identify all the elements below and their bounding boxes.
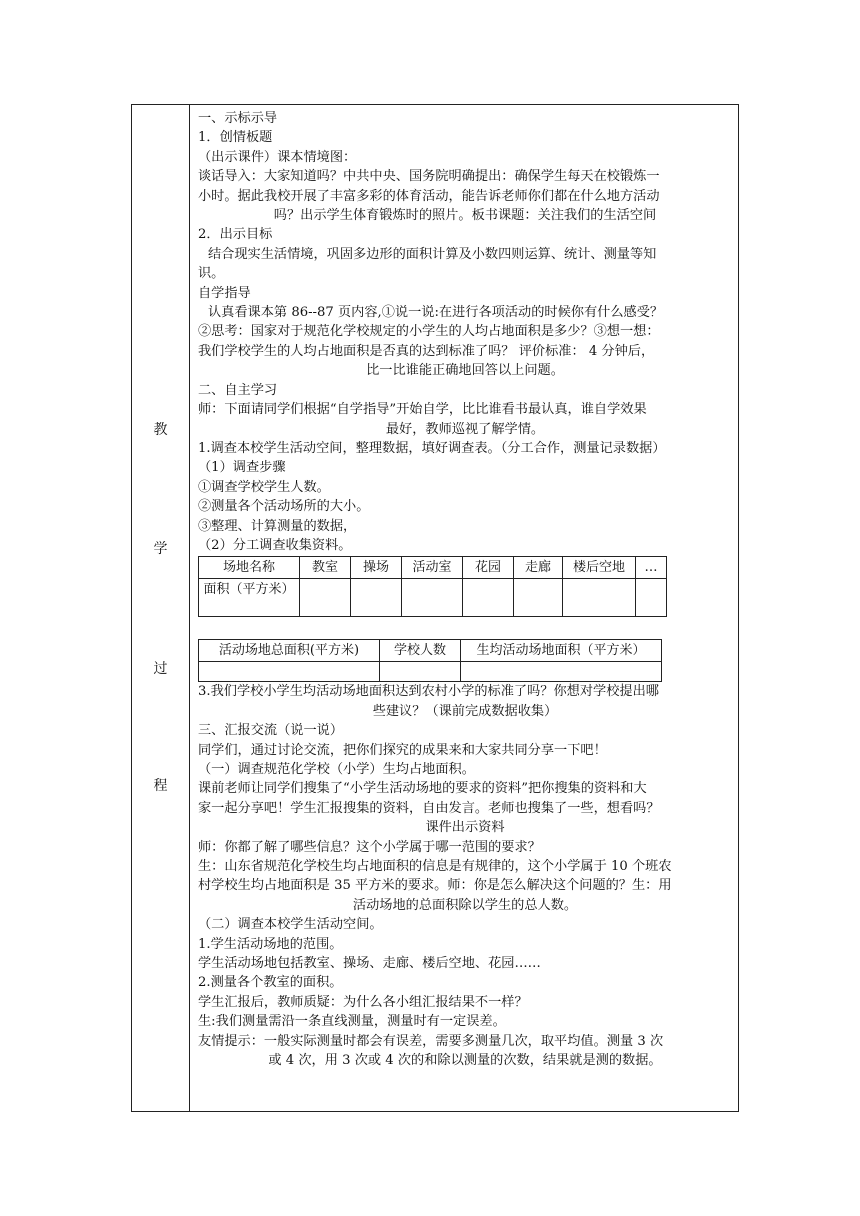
- line-a-0: 一、示标示导: [198, 111, 278, 126]
- summary-table-empty-row: [199, 662, 662, 682]
- line-b-3: 同学们，通过讨论交流，把你们探究的成果来和大家共同分享一下吧！: [198, 742, 607, 758]
- line-a-14: 二、自主学习: [198, 382, 278, 398]
- line-b-17: 生:我们测量需沿一条直线测量，测量时有一定误差。: [198, 1014, 506, 1030]
- line-a-8: 识。: [198, 266, 225, 282]
- line-b-1: 些建议？（课前完成数据收集）: [372, 703, 558, 719]
- survey-table-header-row: [199, 557, 667, 579]
- summary-empty-cell: [461, 662, 662, 682]
- line-b-12: （二）调查本校学生活动空间。: [198, 917, 383, 933]
- survey-header-cell: 楼后空地: [563, 557, 636, 579]
- line-b-15: 2.测量各个教室的面积。: [198, 975, 343, 991]
- line-b-9: 生：山东省规范化学校生均占地面积的信息是有规律的，这个小学属于 10 个班农: [198, 859, 672, 874]
- line-a-21: ③整理、计算测量的数据，: [198, 518, 357, 534]
- line-a-5: 吗？出示学生体育锻炼时的照片。板书课题：关注我们的生活空间: [273, 208, 657, 224]
- summary-empty-cell: [199, 662, 380, 682]
- lesson-table: [131, 104, 739, 1112]
- line-b-19: 或 4 次，用 3 次或 4 次的和除以测量的次数，结果就是测的数据。: [268, 1053, 662, 1069]
- line-a-18: （1）调查步骤: [198, 460, 286, 476]
- summary-table: [198, 639, 662, 682]
- line-a-4: 小时。据此我校开展了丰富多彩的体育活动，能告诉老师你们都在什么地方活动: [198, 188, 660, 204]
- line-b-10: 村学校生均占地面积是 35 平方米的要求。师：你是怎么解决这个问题的？生：用: [198, 878, 672, 894]
- survey-empty-cell: [351, 579, 402, 617]
- line-b-13: 1.学生活动场地的范围。: [198, 936, 343, 952]
- survey-header-cell: 走廊: [514, 557, 563, 579]
- line-b-14: 学生活动场地包括教室、操场、走廊、楼后空地、花园……: [198, 956, 541, 972]
- line-b-6: 家一起分享吧！学生汇报搜集的资料，自由发言。老师也搜集了一些，想看吗？: [198, 800, 660, 816]
- line-b-5: 课前老师让同学们搜集了“小学生活动场地的要求的资料”把你搜集的资料和大: [198, 781, 647, 797]
- line-a-16: 最好，教师巡视了解学情。: [385, 421, 545, 437]
- summary-header-cell: 学校人数: [380, 640, 461, 662]
- survey-empty-cell: [402, 579, 463, 617]
- line-a-22: （2）分工调查收集资料。: [198, 537, 352, 553]
- survey-header-cell: 活动室: [402, 557, 463, 579]
- survey-empty-cell: [514, 579, 563, 617]
- line-a-7: 结合现实生活情境，巩固多边形的面积计算及小数四则运算、统计、测量等知: [208, 246, 657, 262]
- line-a-17: 1.调查本校学生活动空间，整理数据，填好调查表。（分工合作，测量记录数据）: [198, 440, 666, 456]
- line-a-19: ①调查学校学生人数。: [198, 479, 330, 495]
- survey-row-label: 面积（平方米）: [199, 579, 300, 617]
- line-b-16: 学生汇报后，教师质疑：为什么各小组汇报结果不一样？: [198, 994, 528, 1010]
- line-b-18: 友情提示：一般实际测量时都会有误差，需要多测量几次，取平均值。测量 3 次: [198, 1033, 664, 1049]
- survey-table-area-row: [199, 579, 667, 617]
- summary-header-cell: 活动场地总面积(平方米): [199, 640, 380, 662]
- line-a-13: 比一比谁能正确地回答以上问题。: [366, 363, 564, 379]
- survey-header-cell: …: [636, 557, 667, 579]
- line-a-11: ②思考：国家对于规范化学校规定的小学生的人均占地面积是多少？③想一想：: [198, 324, 660, 340]
- line-a-10: 认真看课本第 86--87 页内容,①说一说:在进行各项活动的时候你有什么感受？: [208, 305, 664, 321]
- column-divider: [189, 105, 190, 1111]
- summary-empty-cell: [380, 662, 461, 682]
- line-a-6: 2．出示目标: [198, 227, 273, 243]
- side-label-char-3: 过: [153, 661, 168, 677]
- line-b-11: 活动场地的总面积除以学生的总人数。: [352, 897, 578, 913]
- line-b-0: 3.我们学校小学生均活动场地面积达到农村小学的标准了吗？你想对学校提出哪: [198, 684, 659, 700]
- survey-header-cell: 场地名称: [199, 557, 300, 579]
- survey-empty-cell: [300, 579, 351, 617]
- line-b-8: 师：你都了解了哪些信息？这个小学属于哪一范围的要求？: [198, 839, 541, 855]
- line-b-2: 三、汇报交流（说一说）: [198, 723, 344, 739]
- survey-empty-cell: [636, 579, 667, 617]
- side-label-char-1: 教: [153, 422, 168, 438]
- line-a-15: 师：下面请同学们根据“自学指导”开始自学，比比谁看书最认真，谁自学效果: [198, 402, 647, 418]
- line-a-9: 自学指导: [198, 285, 251, 301]
- summary-header-cell: 生均活动场地面积（平方米）: [461, 640, 662, 662]
- survey-header-cell: 花园: [463, 557, 514, 579]
- lesson-content: [198, 109, 732, 1070]
- line-a-12: 我们学校学生的人均占地面积是否真的达到标准了吗？ 评价标准： 4 分钟后，: [198, 343, 655, 359]
- line-b-4: （一）调查规范化学校（小学）生均占地面积。: [198, 761, 475, 777]
- summary-table-header-row: [199, 640, 662, 662]
- survey-empty-cell: [463, 579, 514, 617]
- survey-header-cell: 操场: [351, 557, 402, 579]
- line-a-2: （出示课件）课本情境图：: [198, 149, 357, 165]
- side-label-char-4: 程: [153, 778, 168, 794]
- line-a-1: 1．创情板题: [198, 130, 273, 146]
- line-b-7: 课件出示资料: [425, 820, 505, 836]
- line-a-3: 谈话导入：大家知道吗？中共中央、国务院明确提出：确保学生每天在校锻炼一: [198, 169, 660, 185]
- survey-empty-cell: [563, 579, 636, 617]
- survey-table: [198, 556, 667, 617]
- side-label-char-2: 学: [153, 541, 168, 557]
- survey-header-cell: 教室: [300, 557, 351, 579]
- line-a-20: ②测量各个活动场所的大小。: [198, 499, 370, 515]
